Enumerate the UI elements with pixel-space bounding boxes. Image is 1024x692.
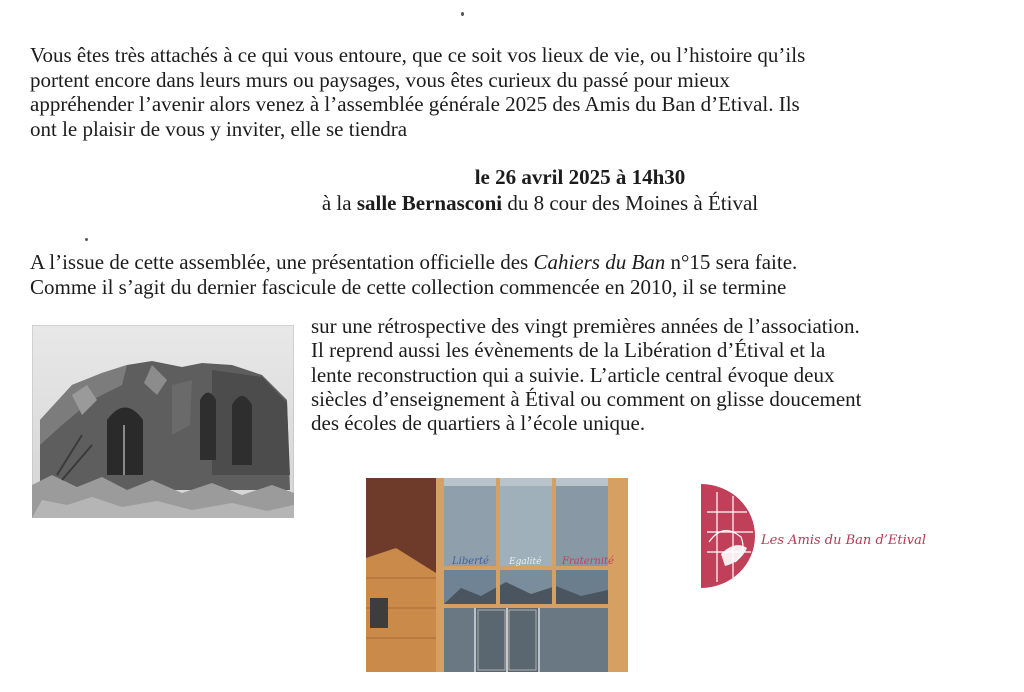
- intro-line: Vous êtes très attachés à ce qui vous entoure, que ce soit vos lieux de vie, ou l’histoire qu’ils: [30, 43, 806, 67]
- description-line: siècles d’enseignement à Étival ou comment on glisse doucement: [311, 386, 862, 411]
- church-ruin-photo: [32, 325, 294, 518]
- description-line: lente reconstruction qui a suivie. L’article central évoque deux: [311, 362, 835, 387]
- venue-name: salle Bernasconi: [356, 191, 503, 215]
- description-line: sur une rétrospective des vingt premières années de l’association.: [311, 314, 860, 338]
- association-logo: [695, 482, 930, 590]
- salle-bernasconi-photo: [366, 478, 628, 672]
- description-line: des écoles de quartiers à l’école unique.: [311, 411, 646, 436]
- intro-paragraph: [30, 43, 995, 141]
- publication-title: Cahiers du Ban: [533, 250, 666, 274]
- intro-line: ont le plaisir de vous y inviter, elle se tiendra: [30, 116, 408, 141]
- association-logo-emblem: [695, 482, 930, 590]
- presentation-paragraph: [30, 250, 995, 299]
- presentation-line: Comme il s’agit du dernier fascicule de cette collection commencée en 2010, il se termine: [30, 274, 787, 299]
- presentation-text: A l’issue de cette assemblée, une présentation officielle des: [30, 250, 534, 274]
- scan-speck: [85, 238, 88, 241]
- glass-word-liberte: Liberté: [452, 556, 489, 567]
- scan-speck: [461, 12, 464, 16]
- presentation-line: [30, 250, 995, 275]
- event-date: le 26 avril 2025 à 14h30: [474, 165, 686, 189]
- glass-word-egalite: Egalité: [509, 557, 542, 567]
- intro-line: portent encore dans leurs murs ou paysages, vous êtes curieux du passé pour mieux: [30, 67, 730, 92]
- venue-prefix: à la: [321, 191, 357, 215]
- venue-suffix: du 8 cour des Moines à Étival: [502, 191, 759, 215]
- logo-text: Les Amis du Ban d’Etival: [761, 533, 927, 548]
- description-paragraph: [311, 314, 1001, 435]
- presentation-text: n°15 sera faite.: [665, 250, 798, 274]
- description-line: Il reprend aussi les évènements de la Libération d’Étival et la: [311, 338, 826, 363]
- event-venue: [40, 191, 1024, 215]
- intro-line: appréhender l’avenir alors venez à l’assemblée générale 2025 des Amis du Ban d’Etival. Ils: [30, 92, 800, 116]
- glass-word-fraternite: Fraternité: [562, 556, 614, 567]
